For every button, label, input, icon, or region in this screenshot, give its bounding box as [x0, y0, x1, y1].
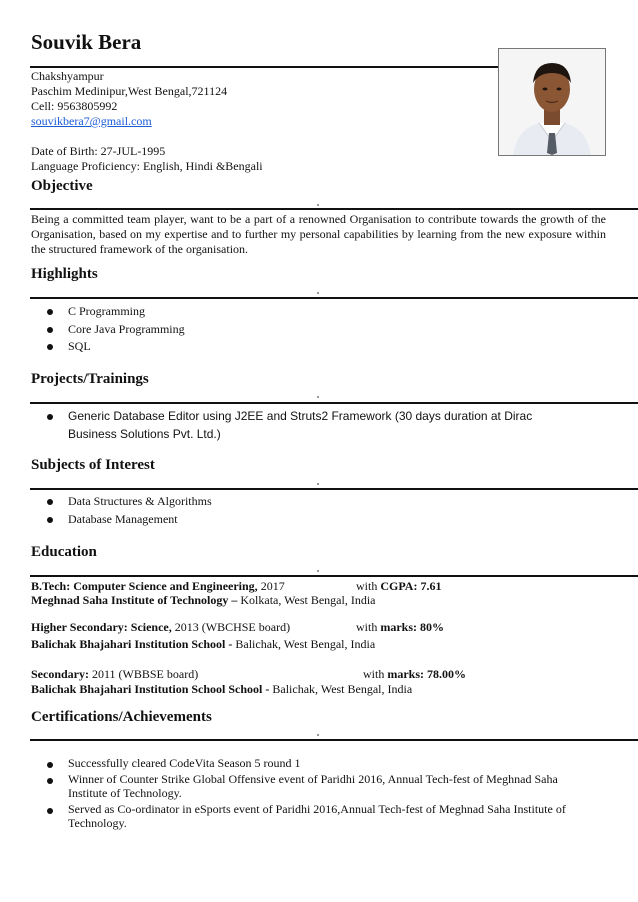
list-item: Data Structures & Algorithms: [45, 493, 212, 511]
secondary-label: Secondary:: [31, 667, 89, 681]
interests-rule: [30, 488, 638, 490]
address-line-1: Chakshyampur: [31, 69, 104, 83]
list-item: Successfully cleared CodeVita Season 5 round 1: [45, 756, 600, 771]
divider-mark: [317, 204, 319, 206]
interests-list: [45, 493, 212, 528]
profile-photo: [498, 48, 606, 156]
divider-mark: [317, 292, 319, 294]
hs-line: [31, 620, 290, 635]
certifications-rule: [30, 739, 638, 741]
divider-mark: [317, 483, 319, 485]
projects-heading: Projects/Trainings: [31, 371, 149, 387]
hs-score: marks: 80%: [380, 620, 445, 634]
hs-detail: 2013 (WBCHSE board): [171, 620, 291, 634]
highlights-list: [45, 303, 185, 356]
projects-list: [45, 408, 565, 443]
score-prefix: with: [356, 579, 381, 593]
score-prefix: with: [356, 620, 381, 634]
btech-institution: Meghnad Saha Institute of Technology –: [31, 593, 238, 607]
btech-location: Kolkata, West Bengal, India: [237, 593, 376, 607]
objective-rule: [30, 208, 638, 210]
btech-line: [31, 579, 285, 594]
objective-text: Being a committed team player, want to be a part of a renowned Organisation to contribute towards the growth of the Organisation, based on my expertise and to further my personal capabilities by learning from the new exposure within the structured framework of the organisation.: [31, 212, 606, 256]
secondary-institution-line: [31, 682, 412, 697]
list-item: Database Management: [45, 511, 212, 529]
list-item: Winner of Counter Strike Global Offensive event of Paridhi 2016, Annual Tech-fest of Meghnad Saha Institute of Technology.: [45, 772, 600, 801]
address-line-2: Paschim Medinipur,West Bengal,721124: [31, 84, 228, 98]
btech-institution-line: [31, 593, 376, 608]
cell-number: Cell: 9563805992: [31, 99, 118, 113]
secondary-score-line: [363, 667, 466, 682]
email-link[interactable]: souvikbera7@gmail.com: [31, 114, 152, 128]
list-item: Served as Co-ordinator in eSports event of Paridhi 2016,Annual Tech-fest of Meghnad Saha Institute of Technology.: [45, 802, 600, 831]
list-item: Generic Database Editor using J2EE and Struts2 Framework (30 days duration at Dirac Business Solutions Pvt. Ltd.): [45, 408, 565, 443]
education-rule: [30, 575, 638, 577]
projects-rule: [30, 402, 638, 404]
btech-degree: B.Tech: Computer Science and Engineering,: [31, 579, 258, 593]
language-proficiency: Language Proficiency: English, Hindi &Bengali: [31, 159, 263, 173]
btech-score-line: [356, 579, 441, 594]
divider-mark: [317, 734, 319, 736]
candidate-name: Souvik Bera: [31, 30, 142, 54]
certifications-list: [45, 756, 600, 832]
hs-location: Balichak, West Bengal, India: [232, 637, 376, 651]
secondary-detail: 2011 (WBBSE board): [89, 667, 199, 681]
interests-heading: Subjects of Interest: [31, 457, 155, 473]
divider-mark: [317, 396, 319, 398]
score-prefix: with: [363, 667, 388, 681]
secondary-location: Balichak, West Bengal, India: [269, 682, 413, 696]
secondary-line: [31, 667, 198, 682]
highlights-heading: Highlights: [31, 266, 98, 282]
secondary-institution: Balichak Bhajahari Institution School School -: [31, 682, 270, 696]
education-heading: Education: [31, 544, 97, 560]
divider-mark: [317, 570, 319, 572]
hs-label: Higher Secondary: Science,: [31, 620, 172, 634]
date-of-birth: Date of Birth: 27-JUL-1995: [31, 144, 166, 158]
list-item: C Programming: [45, 303, 185, 321]
header-rule: [30, 66, 504, 68]
list-item: SQL: [45, 338, 185, 356]
objective-heading: Objective: [31, 178, 93, 194]
contact-block: [31, 69, 263, 174]
hs-score-line: [356, 620, 444, 635]
certifications-heading: Certifications/Achievements: [31, 709, 212, 725]
secondary-score: marks: 78.00%: [387, 667, 467, 681]
hs-institution-line: [31, 637, 375, 652]
hs-institution: Balichak Bhajahari Institution School -: [31, 637, 233, 651]
list-item: Core Java Programming: [45, 321, 185, 339]
btech-year: 2017: [257, 579, 285, 593]
highlights-rule: [30, 297, 638, 299]
btech-score: CGPA: 7.61: [380, 579, 442, 593]
